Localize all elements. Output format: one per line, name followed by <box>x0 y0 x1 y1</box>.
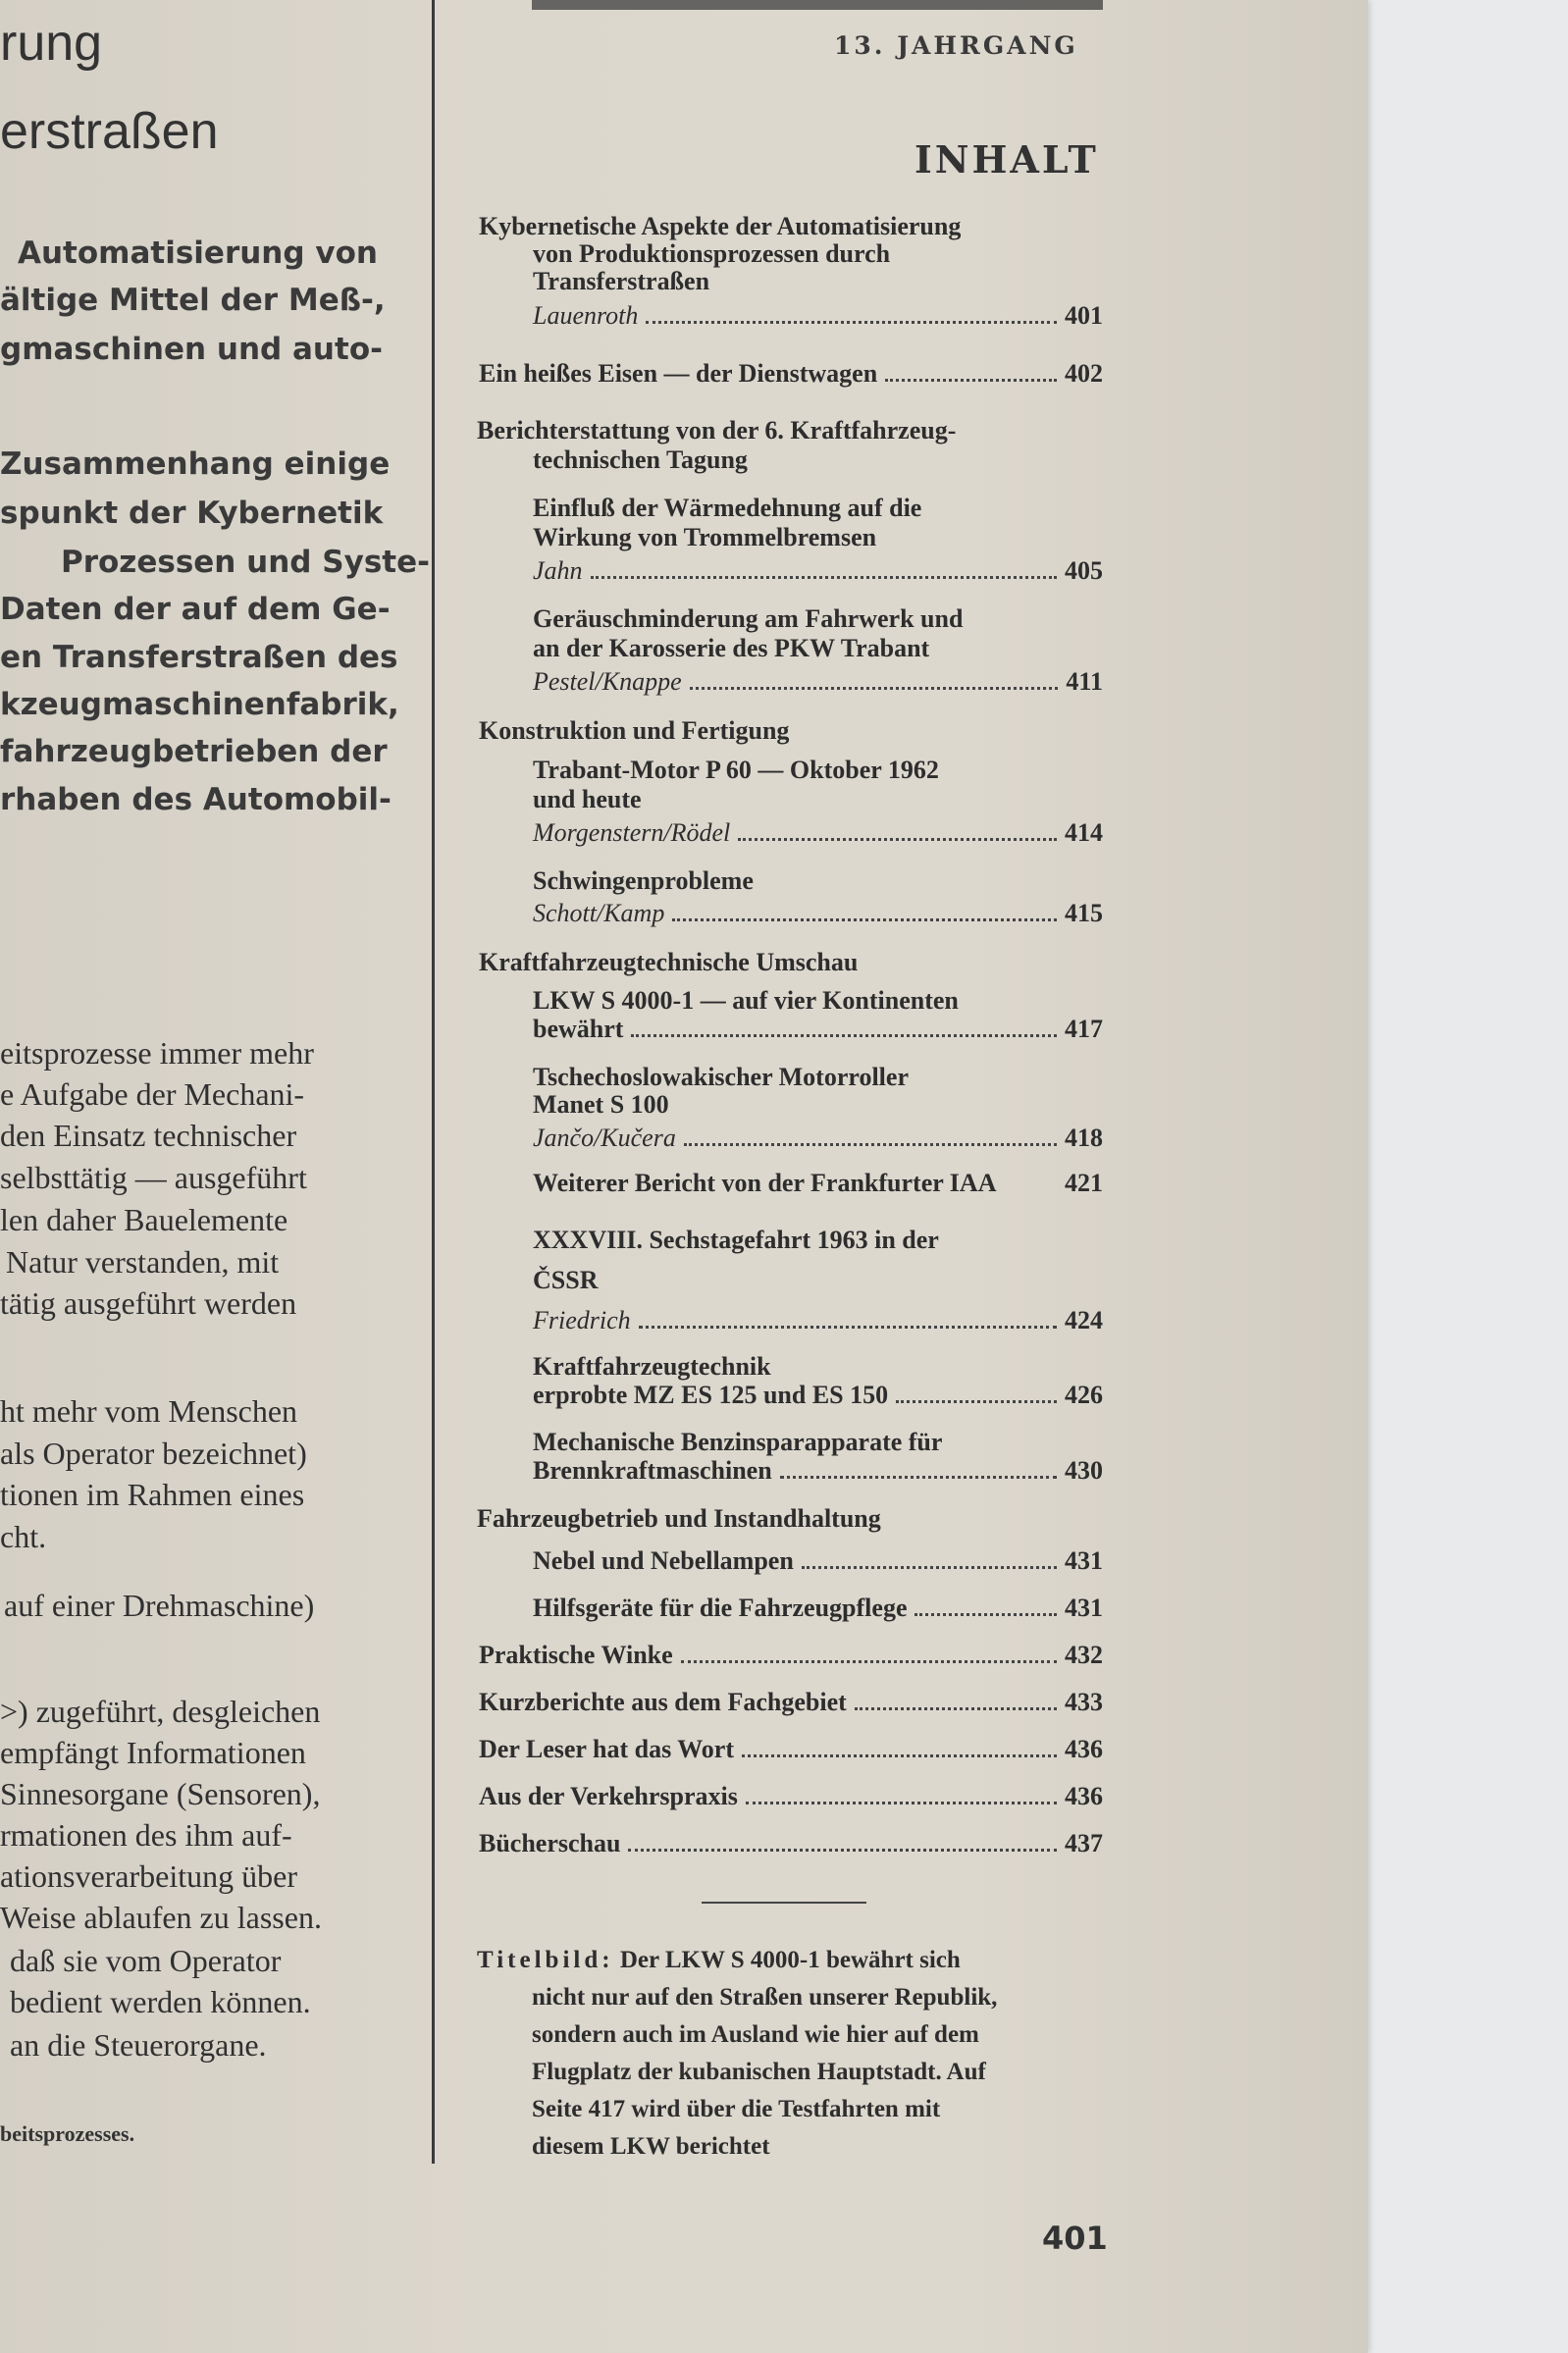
toc-section-line: Berichterstattung von der 6. Kraftfahrzeug- <box>477 416 957 444</box>
toc-author: Schott/Kamp <box>533 899 665 927</box>
article-heading-line: erstraßen <box>0 103 219 160</box>
cover-caption-label: Titelbild: <box>477 1947 614 1973</box>
toc-page: 433 <box>1065 1688 1103 1716</box>
toc-title: Ein heißes Eisen — der Dienstwagen <box>479 359 878 388</box>
running-head-cutoff <box>532 0 1103 10</box>
toc-title: Weiterer Bericht von der Frankfurter IAA <box>533 1169 997 1197</box>
cover-caption-line: diesem LKW berichtet <box>532 2133 770 2160</box>
toc-entry[interactable] <box>479 1782 1103 1811</box>
leader-dots <box>631 1034 1057 1037</box>
toc-title-line: Brennkraftmaschinen <box>533 1456 772 1485</box>
leader-dots <box>896 1400 1057 1403</box>
toc-title-line: XXXVIII. Sechstagefahrt 1963 in der <box>533 1226 939 1254</box>
body-line: tionen im Rahmen eines <box>0 1477 305 1512</box>
toc-entry[interactable] <box>479 1641 1103 1670</box>
leader-dots <box>690 687 1059 690</box>
toc-author: Friedrich <box>533 1306 631 1334</box>
toc-page: 405 <box>1065 556 1103 585</box>
toc-page: 430 <box>1065 1456 1103 1485</box>
body-line: len daher Bauelemente <box>0 1202 288 1237</box>
toc-entry[interactable] <box>533 1546 1103 1576</box>
toc-author: Morgenstern/Rödel <box>533 818 731 847</box>
cover-caption-text: Der LKW S 4000-1 bewährt sich <box>619 1947 961 1973</box>
toc-page: 431 <box>1065 1594 1103 1622</box>
article-heading-line: rung <box>0 15 103 72</box>
cover-caption-line: Seite 417 wird über die Testfahrten mit <box>532 2096 941 2122</box>
leader-dots <box>738 838 1057 841</box>
toc-section-heading: Konstruktion und Fertigung <box>479 716 790 745</box>
toc-entry[interactable] <box>533 667 1103 697</box>
toc-page: 437 <box>1065 1829 1103 1857</box>
toc-title: Aus der Verkehrspraxis <box>479 1782 738 1810</box>
cover-caption-line: Flugplatz der kubanischen Hauptstadt. Auf <box>532 2059 986 2085</box>
toc-title-line: LKW S 4000-1 — auf vier Kontinenten <box>533 986 959 1015</box>
volume-label: 13. JAHRGANG <box>834 31 1078 60</box>
lead-line: Prozessen und Syste- <box>61 545 430 580</box>
separator-rule <box>702 1902 866 1904</box>
toc-entry[interactable] <box>479 1735 1103 1764</box>
leader-dots <box>742 1754 1057 1757</box>
toc-page: 401 <box>1065 301 1103 330</box>
body-line: Sinnesorgane (Sensoren), <box>0 1776 321 1811</box>
toc-entry[interactable] <box>533 1015 1103 1044</box>
body-line: daß sie vom Operator <box>10 1943 282 1978</box>
leader-dots <box>681 1660 1057 1663</box>
toc-title-line: von Produktionsprozessen durch <box>533 239 891 268</box>
toc-entry[interactable] <box>533 818 1103 848</box>
toc-page: 421 <box>1065 1169 1103 1197</box>
leader-dots <box>639 1326 1057 1329</box>
toc-author: Lauenroth <box>533 301 639 330</box>
toc-title-line: an der Karosserie des PKW Trabant <box>533 634 930 662</box>
toc-title: Kurzberichte aus dem Fachgebiet <box>479 1688 847 1716</box>
toc-title-line: Einfluß der Wärmedehnung auf die <box>533 494 922 522</box>
toc-title-line: Manet S 100 <box>533 1090 669 1119</box>
toc-entry[interactable] <box>533 1169 1103 1198</box>
lead-line: gmaschinen und auto- <box>0 332 383 367</box>
body-line: an die Steuerorgane. <box>10 2027 267 2063</box>
toc-title-line: Kraftfahrzeugtechnik <box>533 1352 771 1381</box>
body-line: ationsverarbeitung über <box>0 1858 297 1894</box>
toc-entry[interactable] <box>533 556 1103 586</box>
toc-section-line: technischen Tagung <box>533 445 748 474</box>
body-line: ht mehr vom Menschen <box>0 1393 298 1429</box>
toc-page: 417 <box>1065 1015 1103 1043</box>
toc-entry[interactable] <box>479 1829 1103 1858</box>
body-line: rmationen des ihm auf- <box>0 1817 292 1853</box>
leader-dots <box>746 1802 1057 1804</box>
leader-dots <box>591 576 1057 579</box>
toc-title-line: und heute <box>533 785 642 813</box>
body-line: cht. <box>0 1519 47 1554</box>
leader-dots <box>802 1566 1057 1569</box>
cover-caption-line: nicht nur auf den Straßen unserer Republik, <box>532 1984 998 2011</box>
toc-page: 436 <box>1065 1782 1103 1810</box>
lead-line: fahrzeugbetrieben der <box>0 734 388 769</box>
toc-title: Bücherschau <box>479 1829 621 1857</box>
toc-title-line: Geräuschminderung am Fahrwerk und <box>533 604 964 633</box>
toc-page: 436 <box>1065 1735 1103 1763</box>
toc-page: 414 <box>1065 818 1103 847</box>
toc-author: Jahn <box>533 556 583 585</box>
toc-section-heading: Fahrzeugbetrieb und Instandhaltung <box>477 1504 881 1533</box>
body-line: bedient werden können. <box>10 1984 311 2019</box>
toc-entry[interactable] <box>533 1594 1103 1623</box>
toc-page: 432 <box>1065 1641 1103 1669</box>
leader-dots <box>684 1143 1057 1146</box>
lead-line: Automatisierung von <box>18 235 378 271</box>
toc-title-line: Tschechoslowakischer Motorroller <box>533 1063 909 1091</box>
leader-dots <box>915 1613 1057 1616</box>
lead-line: ältige Mittel der Meß-, <box>0 283 386 318</box>
lead-line: Daten der auf dem Ge- <box>0 592 391 627</box>
cover-caption-line: sondern auch im Ausland wie hier auf dem <box>532 2021 979 2048</box>
toc-page: 426 <box>1065 1381 1103 1409</box>
toc-page: 415 <box>1065 899 1103 927</box>
page-number: 401 <box>1042 2220 1108 2257</box>
lead-line: rhaben des Automobil- <box>0 782 392 817</box>
toc-page: 424 <box>1065 1306 1103 1334</box>
toc-title-line: Schwingenprobleme <box>533 866 754 895</box>
toc-entry[interactable] <box>533 1456 1103 1486</box>
lead-line: kzeugmaschinenfabrik, <box>0 687 399 722</box>
toc-section-heading: Kraftfahrzeugtechnische Umschau <box>479 948 859 976</box>
leader-dots <box>855 1707 1057 1710</box>
toc-title-line: bewährt <box>533 1015 624 1043</box>
toc-author: Pestel/Knappe <box>533 667 682 696</box>
toc-title-line: Wirkung von Trommelbremsen <box>533 523 877 551</box>
toc-page: 402 <box>1065 359 1103 388</box>
body-line: den Einsatz technischer <box>0 1118 297 1153</box>
toc-title: INHALT <box>915 137 1099 182</box>
toc-entry[interactable] <box>479 1688 1103 1717</box>
toc-title-line: Mechanische Benzinsparapparate für <box>533 1428 943 1456</box>
leader-dots <box>780 1476 1057 1479</box>
toc-entry[interactable] <box>533 1381 1103 1410</box>
body-line: e Aufgabe der Mechani- <box>0 1076 305 1112</box>
toc-entry[interactable] <box>533 1306 1103 1335</box>
body-line: Natur verstanden, mit <box>6 1244 280 1280</box>
toc-title: Hilfsgeräte für die Fahrzeugpflege <box>533 1594 908 1622</box>
toc-title-line: erprobte MZ ES 125 und ES 150 <box>533 1381 889 1409</box>
toc-page: 431 <box>1065 1546 1103 1575</box>
toc-entry[interactable] <box>533 899 1103 928</box>
leader-dots <box>646 321 1057 324</box>
toc-entry[interactable] <box>479 359 1103 389</box>
body-line: >) zugeführt, desgleichen <box>0 1694 321 1729</box>
column-divider <box>432 0 435 2164</box>
toc-page: 411 <box>1066 667 1103 696</box>
leader-dots <box>885 379 1057 382</box>
toc-title-line: Trabant-Motor P 60 — Oktober 1962 <box>533 756 939 784</box>
toc-entry[interactable] <box>533 301 1103 331</box>
leader-dots <box>628 1849 1057 1852</box>
lead-line: Zusammenhang einige <box>0 446 391 482</box>
toc-title: Nebel und Nebellampen <box>533 1546 794 1575</box>
footnote: beitsprozesses. <box>0 2121 135 2146</box>
lead-line: en Transferstraßen des <box>0 640 398 675</box>
toc-page: 418 <box>1065 1124 1103 1152</box>
lead-line: spunkt der Kybernetik <box>0 496 384 531</box>
body-line: auf einer Drehmaschine) <box>4 1588 315 1623</box>
body-line: tätig ausgeführt werden <box>0 1285 297 1321</box>
toc-title-line: Kybernetische Aspekte der Automatisierung <box>479 212 962 240</box>
leader-dots <box>672 918 1057 921</box>
body-line: selbsttätig — ausgeführt <box>0 1160 307 1195</box>
toc-title-line: Transferstraßen <box>533 267 710 295</box>
body-line: Weise ablaufen zu lassen. <box>0 1900 322 1935</box>
toc-entry[interactable] <box>533 1124 1103 1153</box>
cover-caption-line <box>477 1947 961 1974</box>
toc-author: Jančo/Kučera <box>533 1124 676 1152</box>
toc-title: Praktische Winke <box>479 1641 673 1669</box>
body-line: empfängt Informationen <box>0 1735 306 1770</box>
toc-title-line: ČSSR <box>533 1266 599 1294</box>
toc-title: Der Leser hat das Wort <box>479 1735 734 1763</box>
body-line: als Operator bezeichnet) <box>0 1436 307 1471</box>
body-line: eitsprozesse immer mehr <box>0 1035 314 1071</box>
